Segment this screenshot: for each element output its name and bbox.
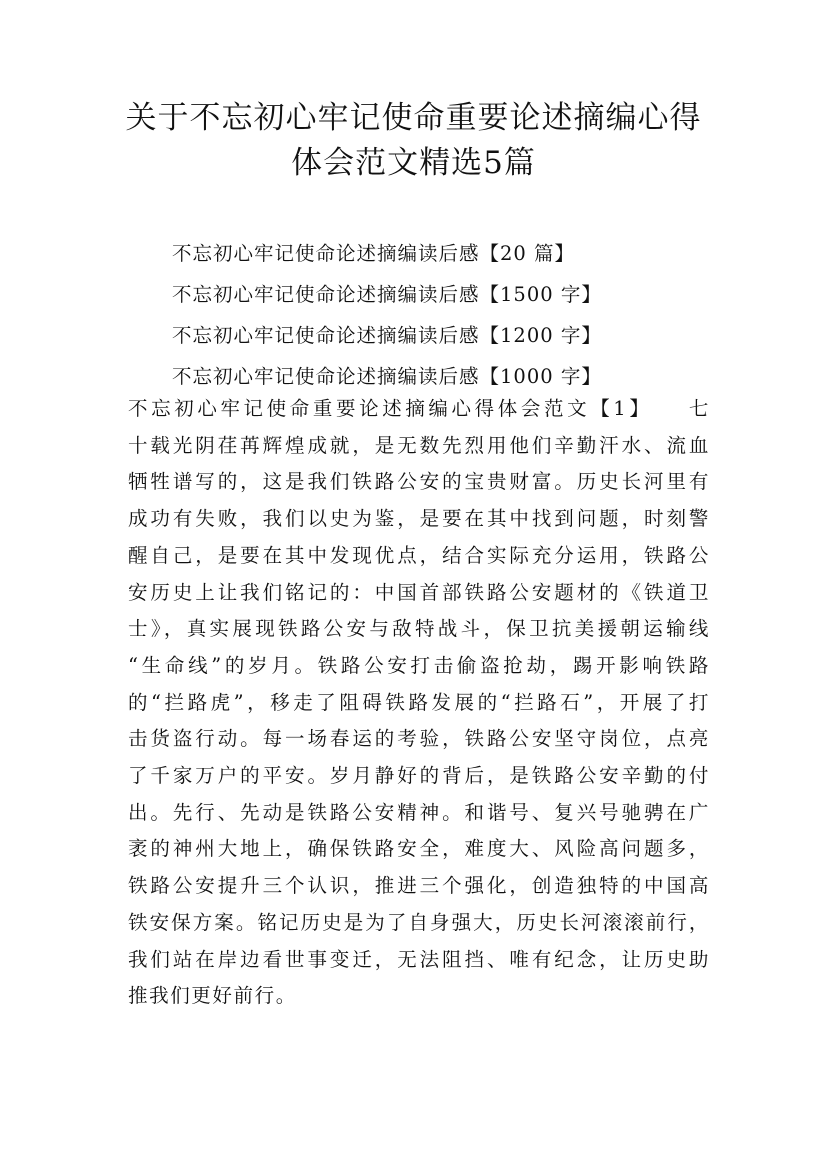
title-line-1: 关于不忘初心牢记使命重要论述摘编心得: [125, 100, 702, 136]
body-line: 的“拦路虎”，移走了阻碍铁路发展的“拦路石”，开展了打: [128, 690, 710, 714]
article-body: [128, 391, 710, 1015]
toc-item: 不忘初心牢记使命论述摘编读后感【1500 字】: [172, 283, 602, 306]
body-line: 出。先行、先动是铁路公安精神。和谐号、复兴号驰骋在广: [128, 800, 710, 824]
body-line: 安历史上让我们铭记的：中国首部铁路公安题材的《铁道卫: [128, 580, 710, 604]
table-of-contents: [172, 233, 732, 397]
toc-item: 不忘初心牢记使命论述摘编读后感【1000 字】: [172, 365, 602, 388]
toc-item: 不忘初心牢记使命论述摘编读后感【1200 字】: [172, 324, 602, 347]
body-line: 了千家万户的平安。岁月静好的背后，是铁路公安辛勤的付: [128, 764, 710, 788]
body-line: 推我们更好前行。: [128, 984, 297, 1008]
body-line: 铁安保方案。铭记历史是为了自身强大，历史长河滚滚前行，: [128, 910, 710, 934]
body-line: 士》，真实展现铁路公安与敌特战斗，保卫抗美援朝运输线: [128, 617, 710, 641]
title-line-2: 体会范文精选5篇: [291, 145, 536, 181]
body-line: 十载光阴荏苒辉煌成就，是无数先烈用他们辛勤汗水、流血: [128, 433, 710, 457]
body-line: 成功有失败，我们以史为鉴，是要在其中找到问题，时刻警: [128, 507, 710, 531]
body-line: 醒自己，是要在其中发现优点，结合实际充分运用，铁路公: [128, 543, 710, 567]
body-line: 袤的神州大地上，确保铁路安全，难度大、风险高问题多，: [128, 837, 710, 861]
body-line: “生命线”的岁月。铁路公安打击偷盗抢劫，踢开影响铁路: [128, 653, 710, 677]
body-line: 击货盗行动。每一场春运的考验，铁路公安坚守岗位，点亮: [128, 727, 710, 751]
document-title: [0, 96, 827, 186]
body-line: 我们站在岸边看世事变迁，无法阻挡、唯有纪念，让历史助: [128, 947, 710, 971]
body-line: 牺牲谱写的，这是我们铁路公安的宝贵财富。历史长河里有: [128, 470, 710, 494]
body-line: 不忘初心牢记使命重要论述摘编心得体会范文【1】 七: [128, 397, 710, 420]
toc-item: 不忘初心牢记使命论述摘编读后感【20 篇】: [172, 242, 576, 265]
body-line: 铁路公安提升三个认识，推进三个强化，创造独特的中国高: [128, 874, 710, 898]
